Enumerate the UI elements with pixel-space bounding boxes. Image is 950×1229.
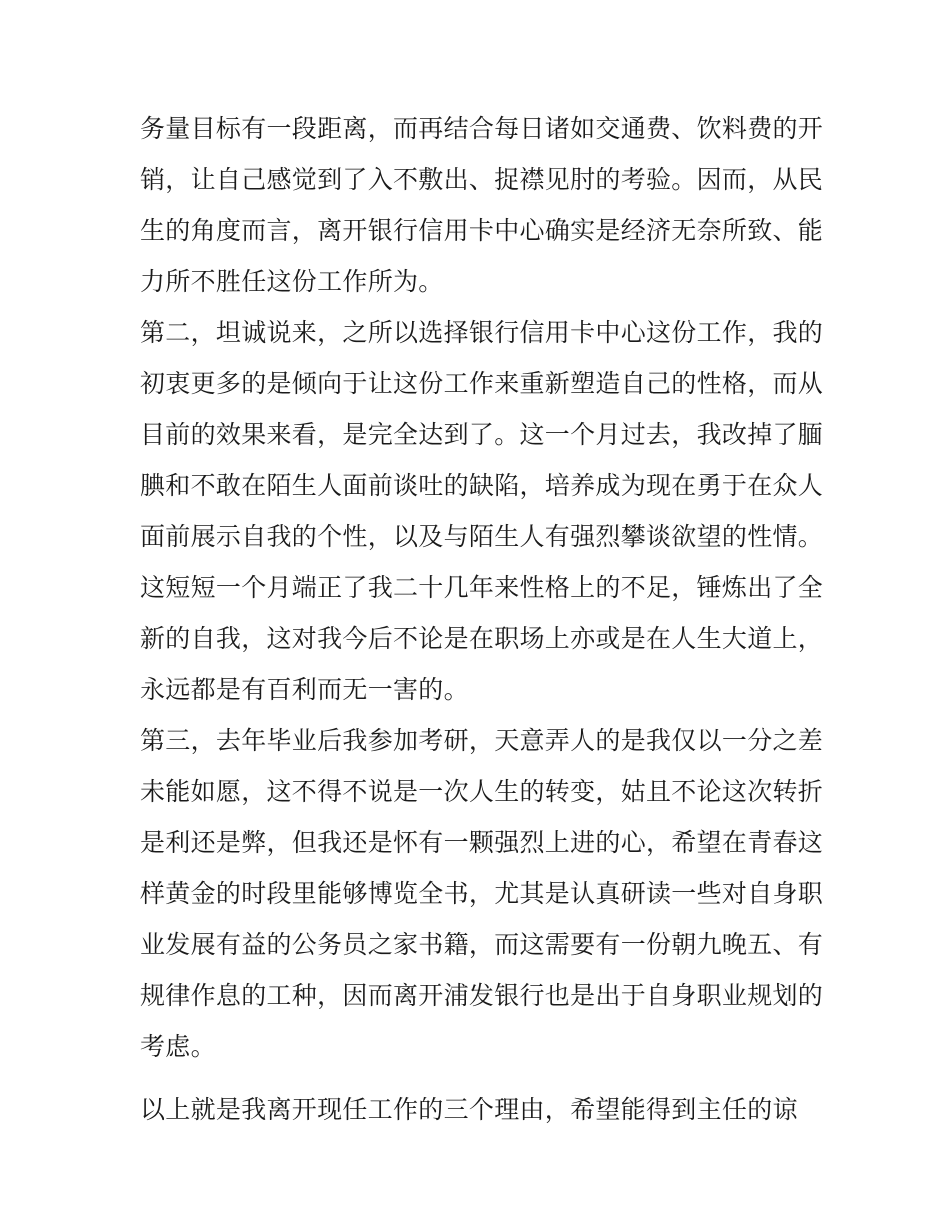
text-line: 新的自我，这对我今后不论是在职场上亦或是在人生大道上， (140, 624, 824, 653)
text-line: 这短短一个月端正了我二十几年来性格上的不足，锤炼出了全 (140, 573, 824, 602)
text-line: 面前展示自我的个性，以及与陌生人有强烈攀谈欲望的性情。 (140, 522, 824, 551)
text-line: 目前的效果来看，是完全达到了。这一个月过去，我改掉了腼 (140, 420, 824, 449)
text-line: 永远都是有百利而无一害的。 (140, 675, 469, 704)
text-line: 第三，去年毕业后我参加考研，天意弄人的是我仅以一分之差 (140, 726, 824, 755)
text-line: 务量目标有一段距离，而再结合每日诸如交通费、饮料费的开 (140, 114, 824, 143)
text-line: 考虑。 (140, 1032, 216, 1061)
paragraph-1 (140, 103, 824, 307)
text-line: 规律作息的工种，因而离开浦发银行也是出于自身职业规划的 (140, 981, 824, 1010)
paragraph-3 (140, 715, 824, 1072)
text-line: 力所不胜任这份工作所为。 (140, 267, 444, 296)
text-line: 腆和不敢在陌生人面前谈吐的缺陷，培养成为现在勇于在众人 (140, 471, 824, 500)
paragraph-spacer (140, 1072, 820, 1084)
paragraph-2 (140, 307, 824, 715)
text-line: 业发展有益的公务员之家书籍，而这需要有一份朝九晚五、有 (140, 930, 824, 959)
text-line: 以上就是我离开现任工作的三个理由，希望能得到主任的谅 (140, 1095, 798, 1124)
text-line: 销，让自己感觉到了入不敷出、捉襟见肘的考验。因而，从民 (140, 165, 824, 194)
text-line: 样黄金的时段里能够博览全书，尤其是认真研读一些对自身职 (140, 879, 824, 908)
text-line: 是利还是弊，但我还是怀有一颗强烈上进的心，希望在青春这 (140, 828, 824, 857)
paragraph-4 (140, 1084, 820, 1135)
text-line: 生的角度而言，离开银行信用卡中心确实是经济无奈所致、能 (140, 216, 824, 245)
text-line: 未能如愿，这不得不说是一次人生的转变，姑且不论这次转折 (140, 777, 824, 806)
text-line: 初衷更多的是倾向于让这份工作来重新塑造自己的性格，而从 (140, 369, 824, 398)
body-text (140, 103, 824, 1135)
text-line: 第二，坦诚说来，之所以选择银行信用卡中心这份工作，我的 (140, 318, 824, 347)
